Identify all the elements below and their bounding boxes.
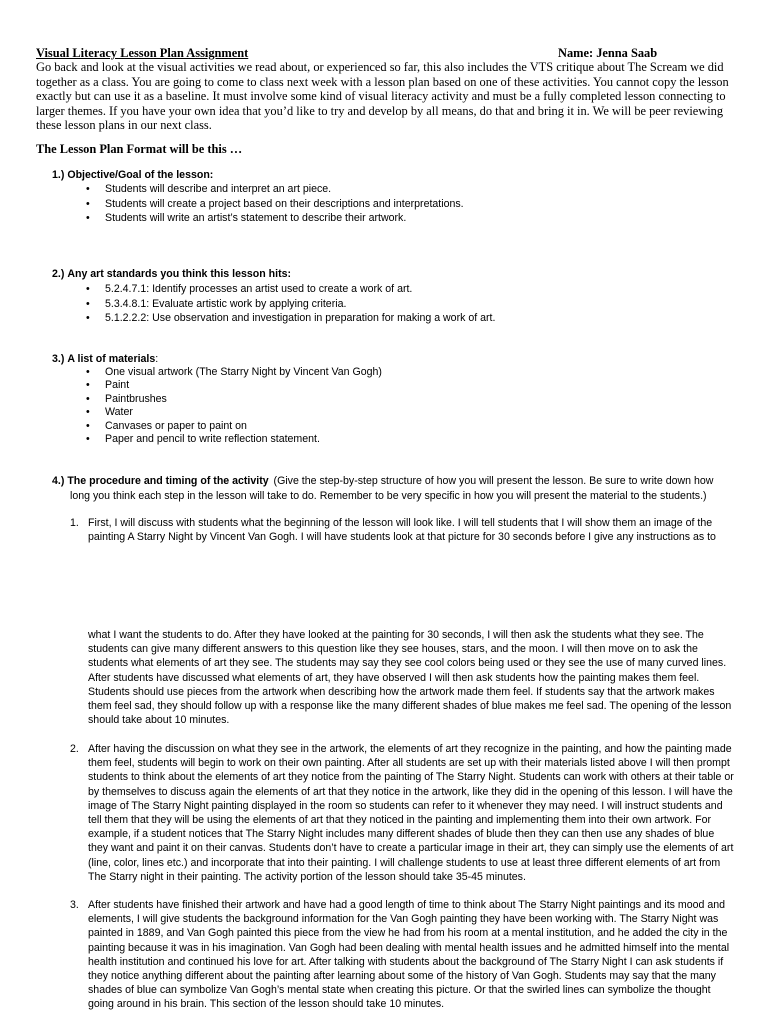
student-name: Name: Jenna Saab — [558, 46, 658, 60]
section-label-colon: : — [155, 353, 159, 365]
step-text-part2: what I want the students to do. After they have looked at the painting for 30 seconds, I will then ask the students what they see. The students can give many different answers to this question like they see houses, stars, and the moon. I will then move on to ask the students what elements of art they see. The students may say they see cool colors being used or they see the use of many curved lines. After students have discussed what elements of art, they have observed I will then ask students how the painting makes them feel. Students should use pieces from the artwork when describing how the artwork made them feel. If students say that the artwork makes them feel sad, they should follow up with a response like the many different shades of blue makes me feel sad. The opening of the lesson should take about 10 minutes. — [88, 629, 732, 727]
step-number: 2. — [70, 743, 79, 755]
step-number: 1. — [70, 517, 79, 529]
standards-heading — [52, 267, 291, 281]
materials-list — [86, 366, 382, 446]
list-item: • Canvases or paper to paint on — [86, 420, 382, 433]
list-item: • Paper and pencil to write reflection statement. — [86, 433, 382, 446]
step-text: After having the discussion on what they see in the artwork, the elements of art they recognize in the painting, and how the painting made them feel, students will begin to work on their own painting. After all students are set up with their materials listed above I will then prompt students to think about the elements of art they notice from the painting of The Starry Night. Students can work with others at their table or by themselves to discuss again the elements of art that they notice in the artwork, like they did in the opening of this lesson. I will have the image of The Starry Night painting displayed in the room so students can refer to it whenever they may need. I will instruct students and tell them that they will be using the elements of art that they noticed in the painting and implementing them into their own artwork. For example, if a student notices that The Starry Night includes many different shades of blude then they can then use any shades of blue they want and paint it on their canvas. Students don’t have to create a particular image in their art, they can simply use the elements of art (line, color, lines etc.) and incorporate that into their painting. I will challenge students to use at least three different elements of art from The Starry night in their painting. The activity portion of the lesson should take 35-45 minutes. — [88, 743, 734, 883]
section-label: The procedure and timing of the activity — [67, 475, 269, 487]
procedure-instructions — [70, 474, 730, 503]
format-heading: The Lesson Plan Format will be this … — [36, 142, 243, 156]
list-item: • Students will write an artist’s statement to describe their artwork. — [86, 211, 464, 226]
list-item: • Paintbrushes — [86, 393, 382, 406]
procedure-instructions-text: (Give the step-by-step structure of how you will present the lesson. Be sure to write down how long you think each step in the lesson will take to do. Remember to be very specific in how you will present the material to the students.) — [70, 475, 714, 502]
section-number: 3.) — [52, 353, 65, 365]
list-item: • Paint — [86, 379, 382, 392]
materials-heading — [52, 352, 158, 366]
list-item: • Water — [86, 406, 382, 419]
objective-heading — [52, 168, 213, 182]
document-title: Visual Literacy Lesson Plan Assignment — [36, 46, 249, 60]
section-label: Any art standards you think this lesson hits: — [67, 268, 292, 280]
step-text: After students have finished their artwork and have had a good length of time to think about The Starry Night paintings and its mood and elements, I will give students the background information for the Van Gogh painting they have been working with. The Starry Night was painted in 1889, and Van Gogh painted this piece from the view he had from his room at a mental institution, and he added the city in the painting because it was in his imagination. Van Gogh had been dealing with mental health issues and he admitted himself into the mental health institution and continued his love for art. After talking with students about the background of The Starry Night I can ask students if they notice anything different about the painting after learning about some of the history of Van Gogh. Students may say that the many shades of blue can symbolize Van Gogh’s mental state when creating this picture. Or that the swirled lines can symbolize the thought going around in his brain. This section of the lesson should take 10 minutes. — [88, 899, 730, 1011]
section-label: Objective/Goal of the lesson: — [67, 169, 214, 181]
list-item: • 5.2.4.7.1: Identify processes an artist used to create a work of art. — [86, 282, 495, 297]
step-number: 3. — [70, 899, 79, 911]
list-item: • Students will describe and interpret an art piece. — [86, 182, 464, 197]
standards-list — [86, 282, 495, 326]
step-text-part1: First, I will discuss with students what the beginning of the lesson will look like. I will tell students that I will show them an image of the painting A Starry Night by Vincent Van Gogh. I will have students look at that picture for 30 seconds before I give any instructions as to — [88, 517, 716, 544]
section-number: 4.) — [52, 475, 65, 487]
list-item: • One visual artwork (The Starry Night by Vincent Van Gogh) — [86, 366, 382, 379]
objective-list — [86, 182, 464, 226]
list-item: • 5.1.2.2.2: Use observation and investigation in preparation for making a work of art. — [86, 311, 495, 326]
list-item: • 5.3.4.8.1: Evaluate artistic work by applying criteria. — [86, 297, 495, 312]
section-number: 1.) — [52, 169, 65, 181]
list-item: • Students will create a project based on their descriptions and interpretations. — [86, 197, 464, 212]
section-number: 2.) — [52, 268, 65, 280]
assignment-instructions: Go back and look at the visual activities we read about, or experienced so far, this also includes the VTS critique about The Scream we did together as a class. You are going to come to class next week with a lesson plan based on one of these activities. You cannot copy the lesson exactly but can use it as a baseline. It must involve some kind of visual literacy activity and must be a fully completed lesson connecting to larger themes. If you have your own idea that you’d like to try and develop by all means, do that and bring it in. We will be peer reviewing these lesson plans in our next class. — [36, 60, 729, 132]
section-label: A list of materials — [67, 353, 156, 365]
